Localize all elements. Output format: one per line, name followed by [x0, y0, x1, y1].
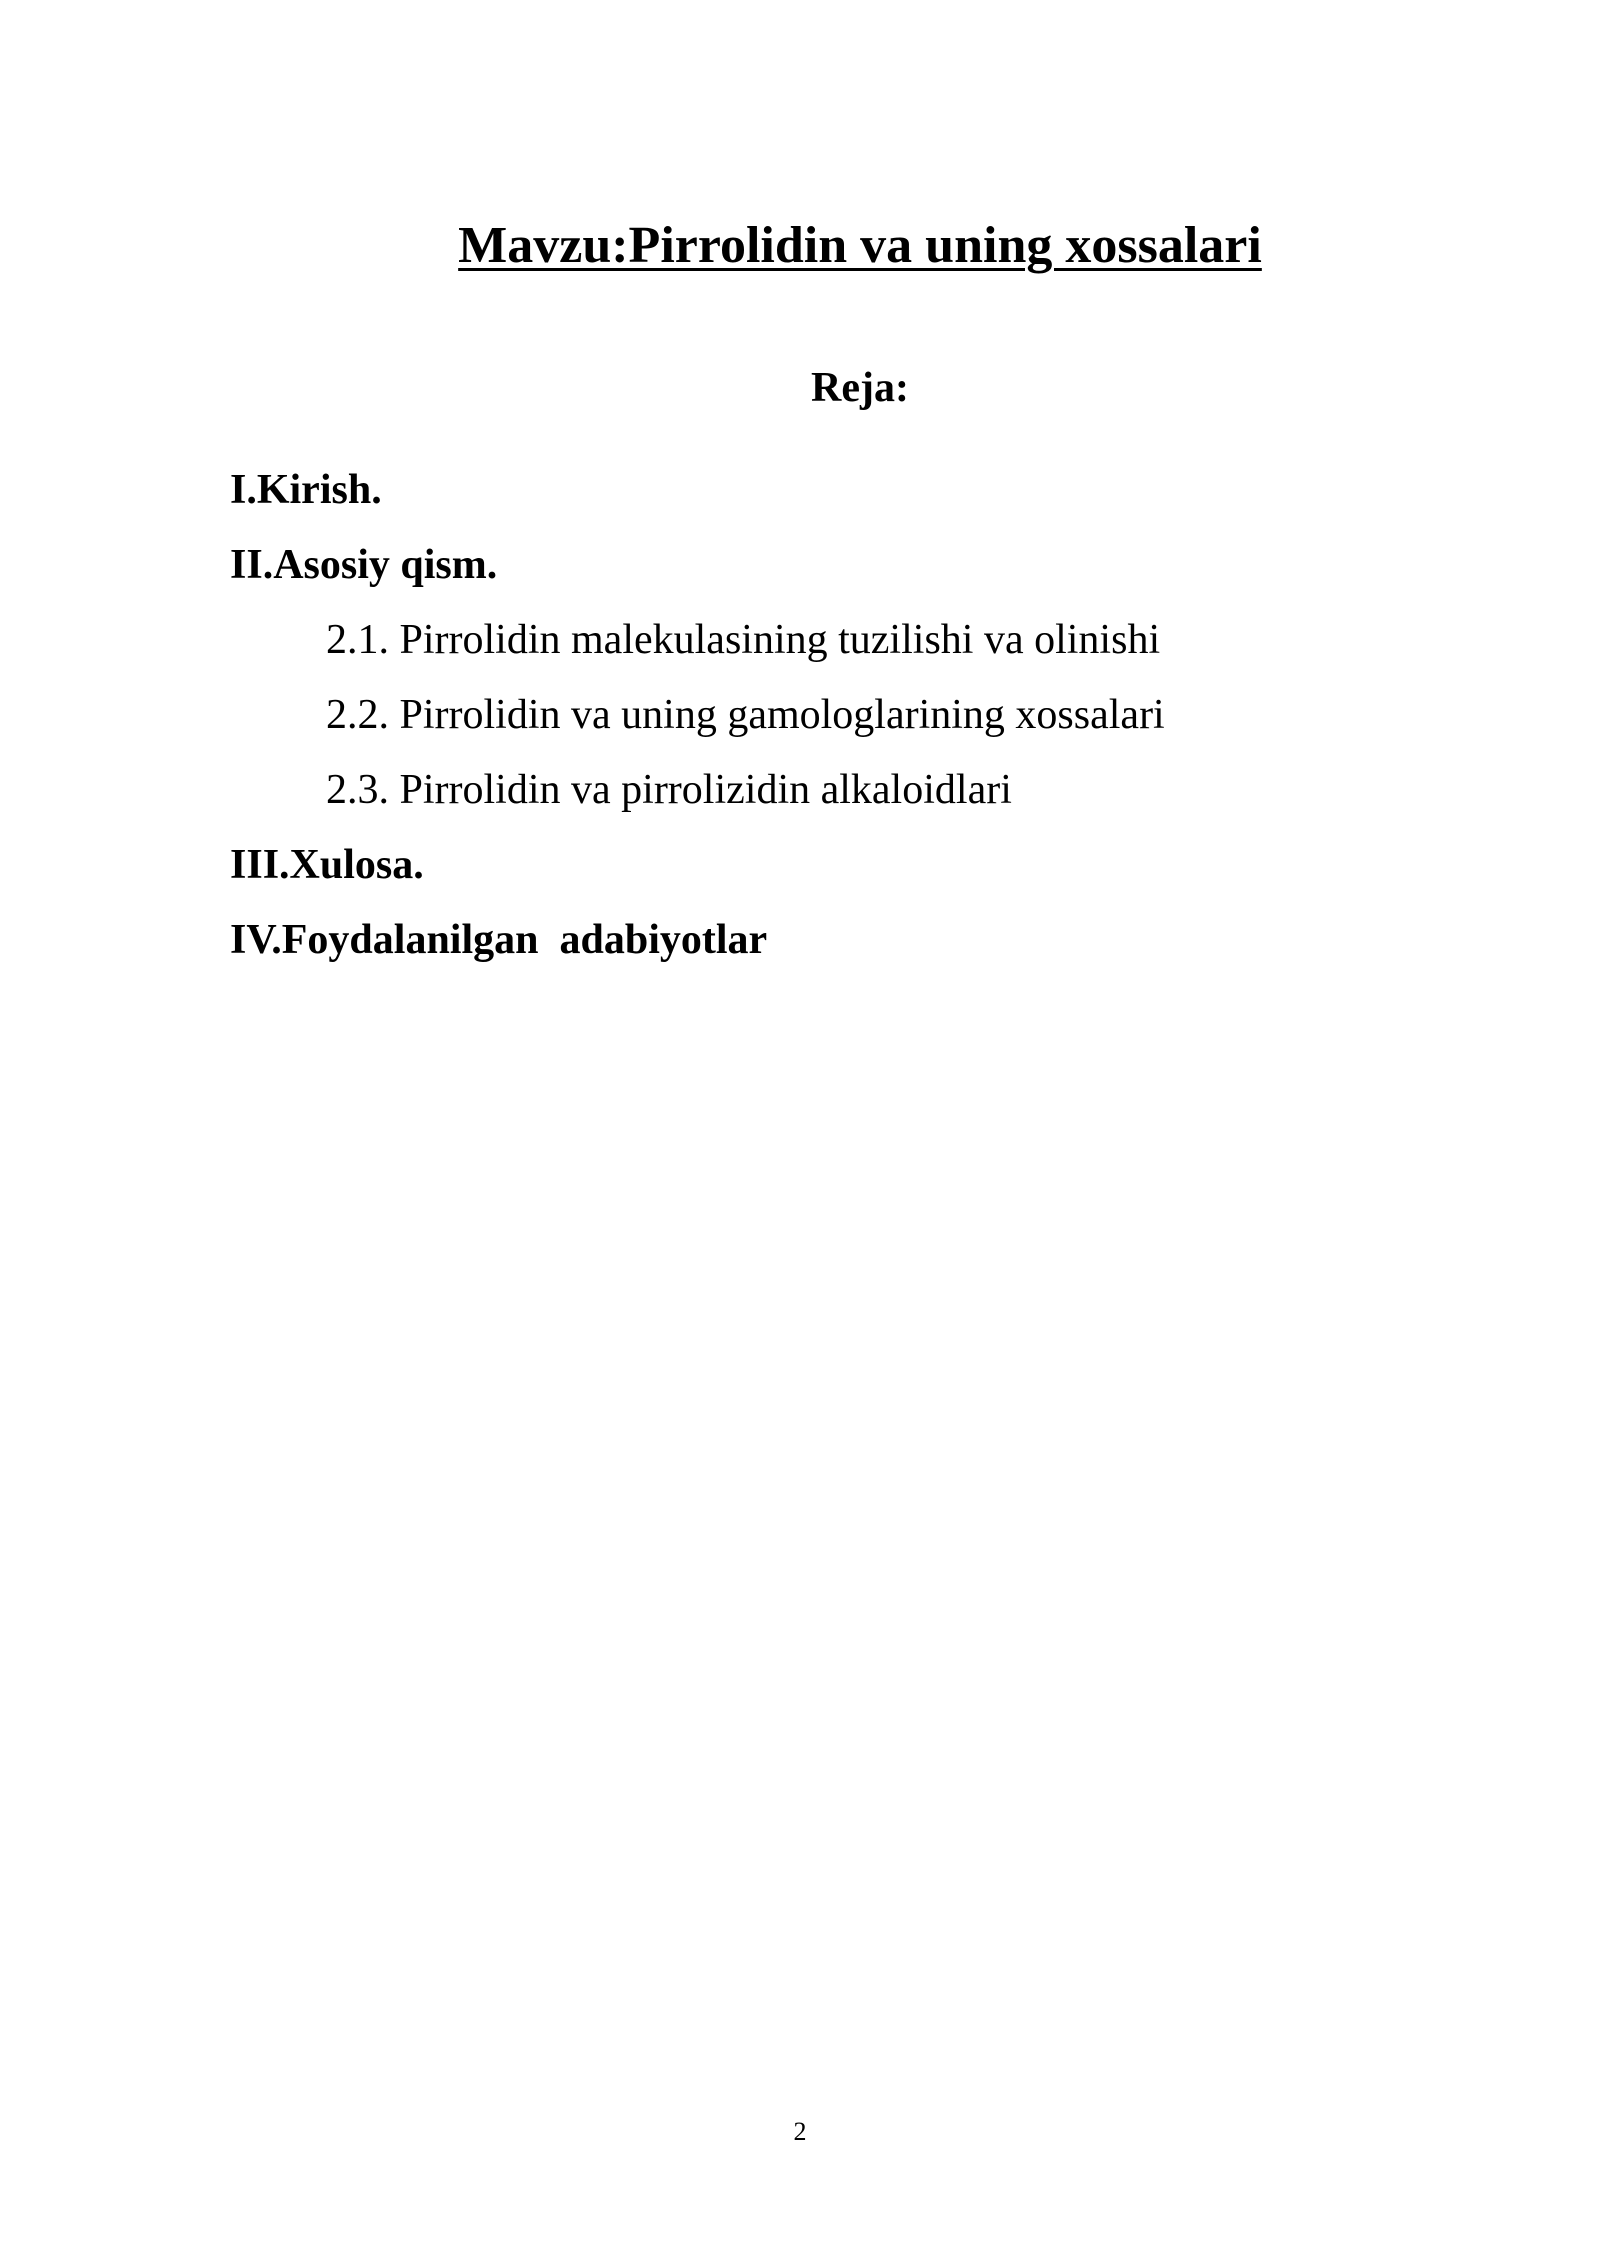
plan-heading: Reja: [811, 365, 909, 411]
table-of-contents [230, 464, 1430, 989]
toc-item-references: IV.Foydalanilgan adabiyotlar [230, 917, 768, 963]
toc-item-conclusion: III.Xulosa. [230, 842, 424, 888]
page-number: 2 [793, 2117, 807, 2146]
toc-item-section-2-3: 2.3. Pirrolidin va pirrolizidin alkaloidlari [326, 767, 1012, 813]
toc-item-section-2-1: 2.1. Pirrolidin malekulasining tuzilishi va olinishi [326, 617, 1161, 663]
page-title: Mavzu:Pirrolidin va uning xossalari [458, 217, 1262, 274]
toc-item-section-2-2: 2.2. Pirrolidin va uning gamologlarining xossalari [326, 692, 1165, 738]
toc-item-main-part: II.Asosiy qism. [230, 542, 498, 588]
toc-item-introduction: I.Kirish. [230, 467, 382, 513]
